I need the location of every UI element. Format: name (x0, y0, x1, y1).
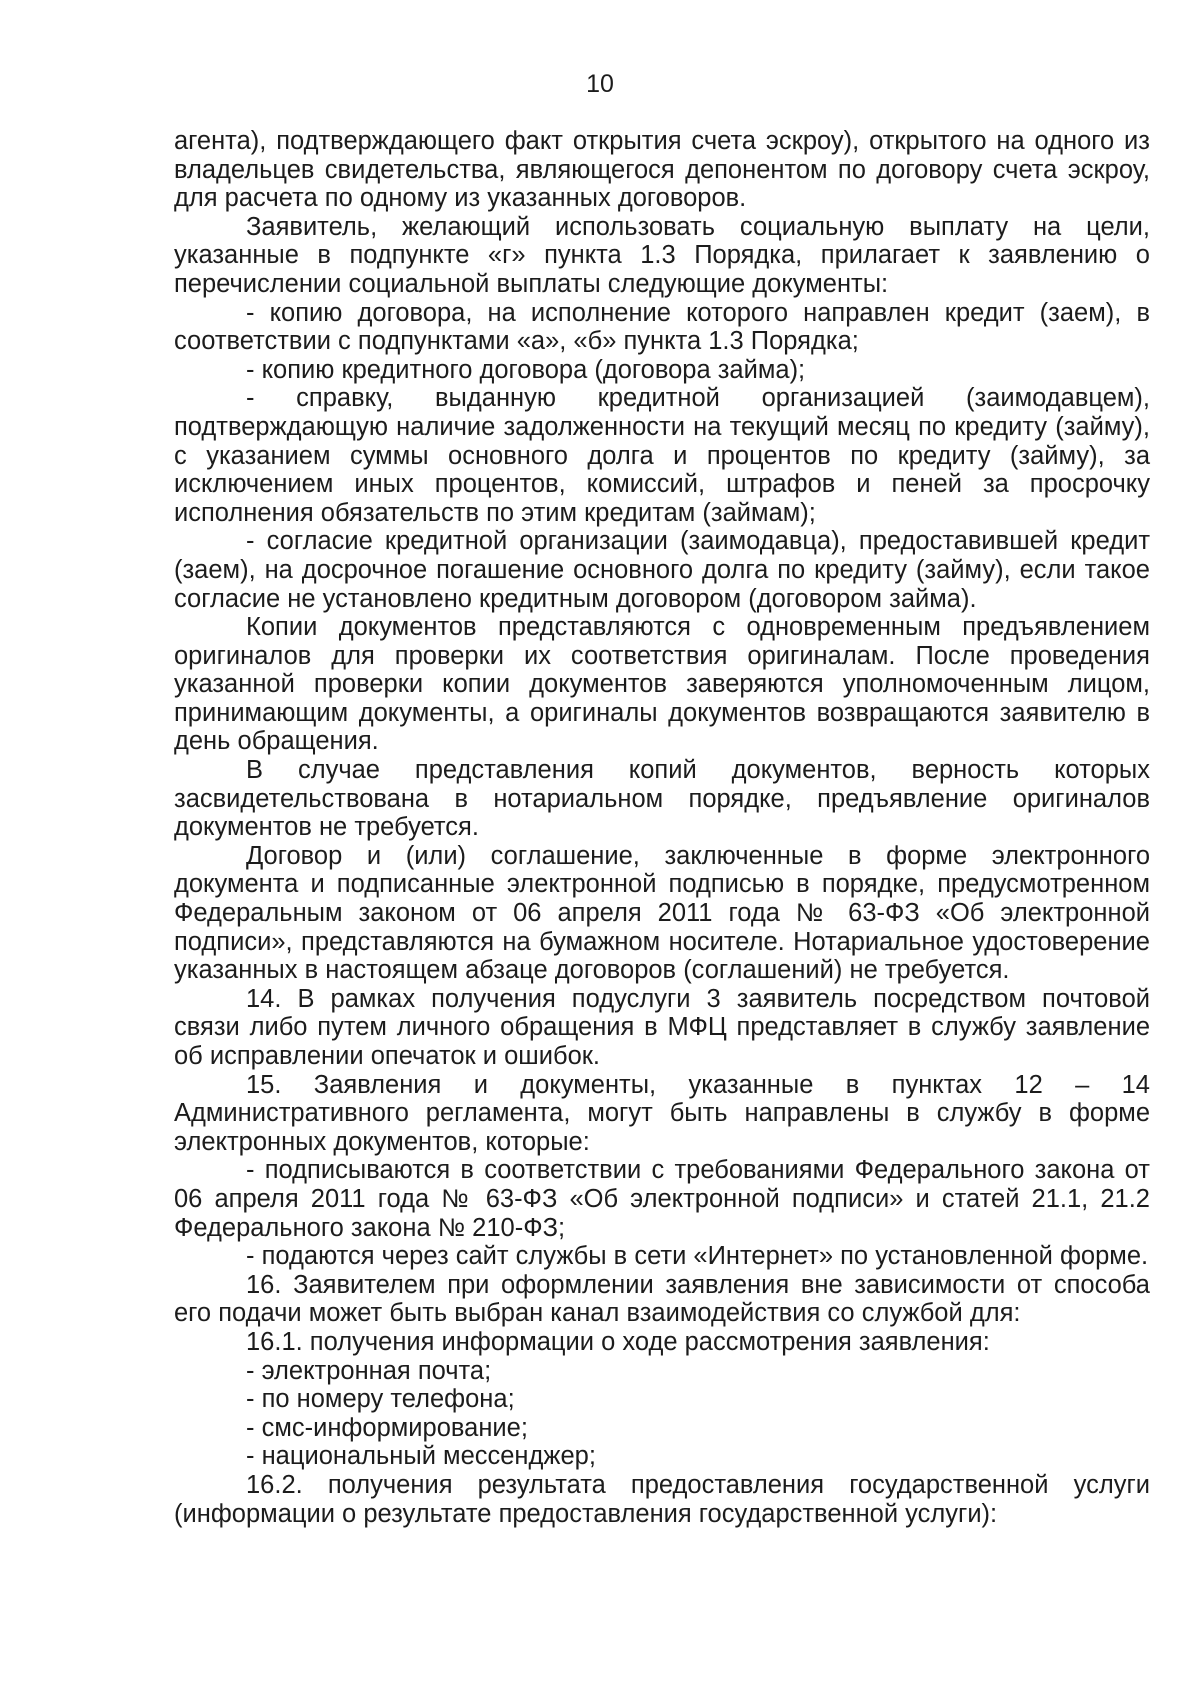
paragraph: 15. Заявления и документы, указанные в пунктах 12 – 14 Административного регламента, могут быть направлены в службу в форме электронных документов, которые: (174, 1070, 1150, 1156)
list-item: - по номеру телефона; (246, 1385, 515, 1414)
list-item: - справку, выданную кредитной организацией (заимодавцем), подтверждающую наличие задолженности на текущий месяц по кредиту (займу), с указанием суммы основного долга и процентов по кредиту (займу), за исключением иных процентов, комиссий, штрафов и пеней за просрочку исполнения обязательств по этим кредитам (займам); (174, 384, 1150, 527)
paragraph: Договор и (или) соглашение, заключенные в форме электронного документа и подписанные электронной подписью в порядке, предусмотренном Федеральным законом от 06 апреля 2011 года № 63-ФЗ «Об электронной подписи», представляются на бумажном носителе. Нотариальное удостоверение указанных в настоящем абзаце договоров (соглашений) не требуется. (174, 841, 1150, 985)
list-item: - подаются через сайт службы в сети «Интернет» по установленной форме. (246, 1242, 1149, 1271)
list-item: - копию кредитного договора (договора займа); (246, 355, 806, 384)
paragraph: 14. В рамках получения подуслуги 3 заявитель посредством почтовой связи либо путем личного обращения в МФЦ представляет в службу заявление об исправлении опечаток и ошибок. (174, 984, 1150, 1070)
list-item: - копию договора, на исполнение которого направлен кредит (заем), в соответствии с подпунктами «а», «б» пункта 1.3 Порядка; (174, 298, 1150, 356)
paragraph: В случае представления копий документов, верность которых засвидетельствована в нотариальном порядке, предъявление оригиналов документов не требуется. (174, 756, 1150, 842)
paragraph: 16.1. получения информации о ходе рассмотрения заявления: (246, 1327, 990, 1356)
list-item: - подписываются в соответствии с требованиями Федерального закона от 06 апреля 2011 года № 63-ФЗ «Об электронной подписи» и статей 21.1, 21.2 Федерального закона № 210-ФЗ; (174, 1156, 1150, 1242)
paragraph: Заявитель, желающий использовать социальную выплату на цели, указанные в подпункте «г» пункта 1.3 Порядка, прилагает к заявлению о перечислении социальной выплаты следующие документы: (174, 212, 1150, 298)
paragraph: 16. Заявителем при оформлении заявления вне зависимости от способа его подачи может быть выбран канал взаимодействия со службой для: (174, 1270, 1150, 1328)
list-item: - смс-информирование; (246, 1413, 528, 1442)
paragraph: 16.2. получения результата предоставления государственной услуги (информации о результате предоставления государственной услуги): (174, 1470, 1150, 1528)
paragraph: агента), подтверждающего факт открытия счета эскроу), открытого на одного из владельцев свидетельства, являющегося депонентом по договору счета эскроу, для расчета по одному из указанных договоров. (174, 127, 1150, 213)
list-item: - согласие кредитной организации (заимодавца), предоставившей кредит (заем), на досрочное погашение основного долга по кредиту (займу), если такое согласие не установлено кредитным договором (договором займа). (174, 527, 1150, 613)
paragraph: Копии документов представляются с одновременным предъявлением оригиналов для проверки их соответствия оригиналам. После проведения указанной проверки копии документов заверяются уполномоченным лицом, принимающим документы, а оригиналы документов возвращаются заявителю в день обращения. (174, 613, 1150, 756)
document-body (174, 127, 1150, 1528)
list-item: - национальный мессенджер; (246, 1442, 596, 1471)
list-item: - электронная почта; (246, 1356, 492, 1385)
page-number: 10 (586, 70, 614, 98)
